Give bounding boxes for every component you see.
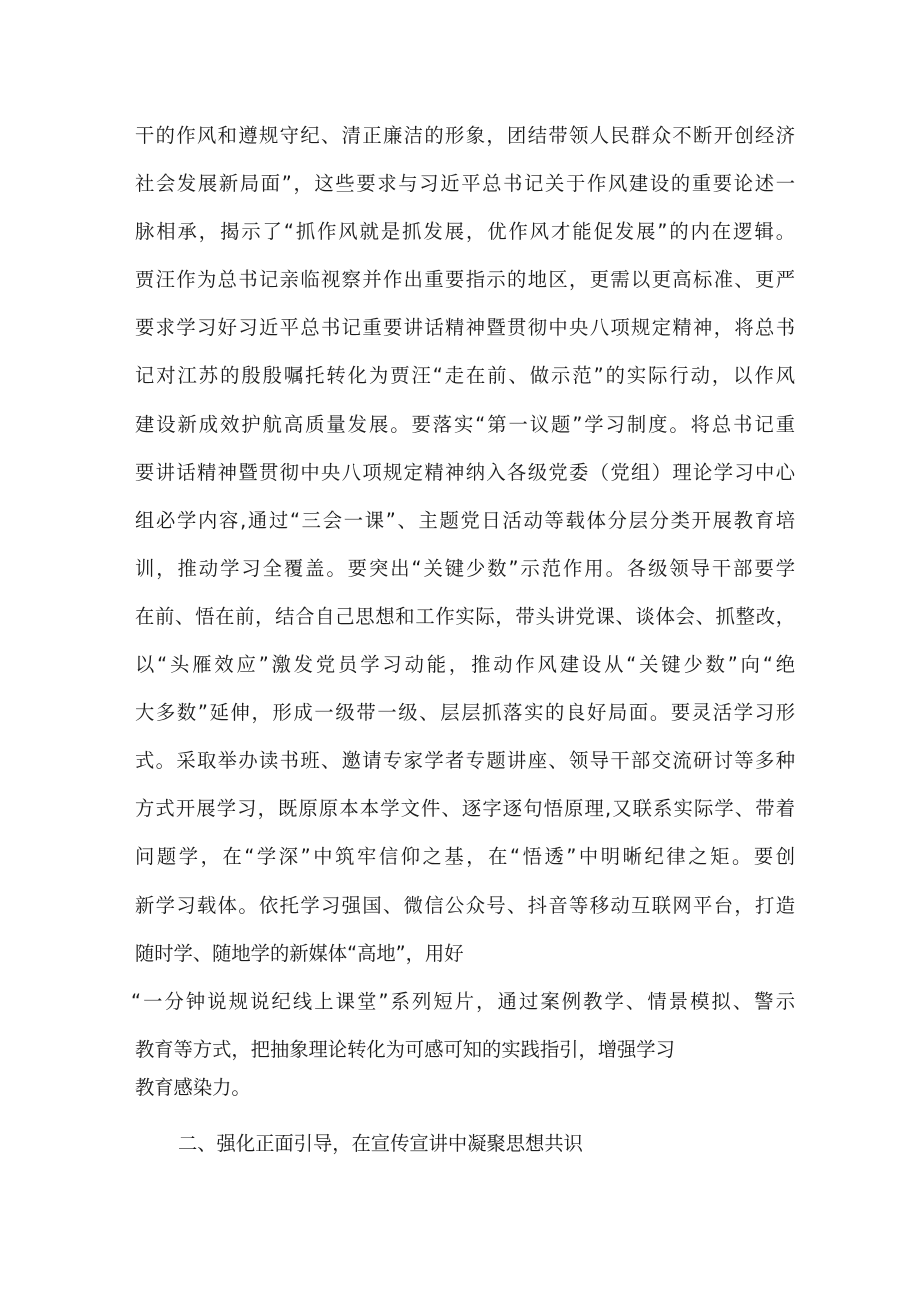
text-line: 在前、悟在前，结合自己思想和工作实际，带头讲党课、谈体会、抓整改， xyxy=(135,604,795,628)
text-line: 要求学习好习近平总书记重要讲话精神暨贯彻中央八项规定精神，将总书 xyxy=(135,316,795,340)
text-line: 记对江苏的殷殷嘱托转化为贾汪“走在前、做示范”的实际行动，以作风 xyxy=(135,364,795,388)
text-line: 建设新成效护航高质量发展。要落实“第一议题”学习制度。将总书记重 xyxy=(135,412,795,436)
text-line: 式。采取举办读书班、邀请专家学者专题讲座、领导干部交流研讨等多种 xyxy=(135,749,795,773)
text-line: 大多数”延伸，形成一级带一级、层层抓落实的良好局面。要灵活学习形 xyxy=(135,701,795,725)
text-line: 组必学内容,通过“三会一课”、主题党日活动等载体分层分类开展教育培 xyxy=(135,508,795,532)
text-line: 教育感染力。 xyxy=(135,1075,251,1099)
text-line: 以“头雁效应”激发党员学习动能，推动作风建设从“关键少数”向“绝 xyxy=(135,653,795,677)
text-line: 问题学，在“学深”中筑牢信仰之基，在“悟透”中明晰纪律之矩。要创 xyxy=(135,845,795,869)
text-line: 脉相承，揭示了“抓作风就是抓发展，优作风才能促发展”的内在逻辑。 xyxy=(135,220,795,244)
text-line: 训，推动学习全覆盖。要突出“关键少数”示范作用。各级领导干部要学 xyxy=(135,556,795,580)
text-line: 新学习载体。依托学习强国、微信公众号、抖音等移动互联网平台，打造 xyxy=(135,893,795,917)
text-line: 社会发展新局面”，这些要求与习近平总书记关于作风建设的重要论述一 xyxy=(135,172,795,196)
text-line: 随时学、随地学的新媒体“高地”，用好 xyxy=(135,941,464,965)
text-line: “一分钟说规说纪线上课堂”系列短片，通过案例教学、情景模拟、警示 xyxy=(131,989,795,1013)
text-line: 干的作风和遵规守纪、清正廉洁的形象，团结带领人民群众不断开创经济 xyxy=(135,124,795,147)
text-line: 方式开展学习，既原原本本学文件、逐字逐句悟原理,又联系实际学、带着 xyxy=(135,797,795,821)
text-line: 教育等方式，把抽象理论转化为可感可知的实践指引，增强学习 xyxy=(135,1037,675,1061)
body-paragraph xyxy=(131,117,795,1107)
text-line: 要讲话精神暨贯彻中央八项规定精神纳入各级党委（党组）理论学习中心 xyxy=(135,460,795,484)
section-heading: 二、强化正面引导，在宣传宣讲中凝聚思想共识 xyxy=(178,1132,583,1155)
text-line: 贾汪作为总书记亲临视察并作出重要指示的地区，更需以更高标准、更严 xyxy=(135,268,795,292)
